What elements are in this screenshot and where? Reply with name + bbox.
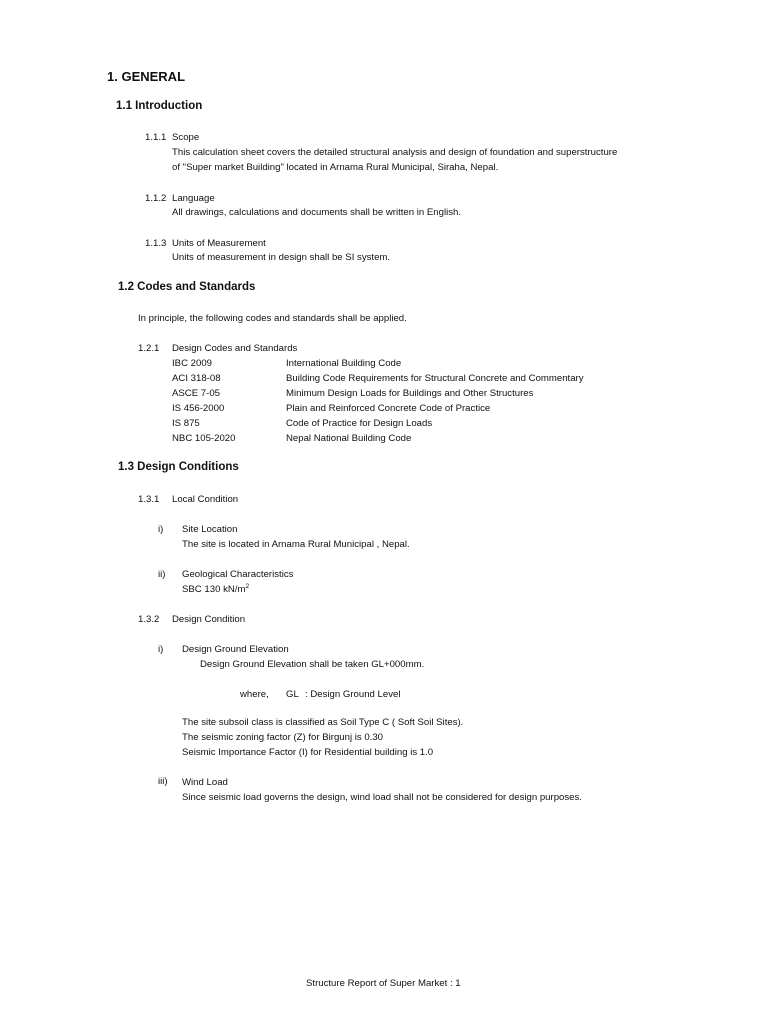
roman-marker-iii: iii) (158, 776, 168, 787)
language-text: All drawings, calculations and documents shall be written in English. (172, 207, 462, 218)
section-title-general: 1. GENERAL (107, 69, 186, 84)
sbc-value: SBC 130 kN/m (182, 584, 246, 595)
code-description: Minimum Design Loads for Buildings and Other Structures (286, 388, 534, 399)
code-description: Nepal National Building Code (286, 433, 412, 444)
code-name: IBC 2009 (172, 358, 213, 369)
item-number-design-condition: 1.3.2 (138, 614, 160, 625)
subsection-title-design-conditions: 1.3 Design Conditions (118, 461, 239, 473)
wind-load-text: Since seismic load governs the design, wind load shall not be considered for design purposes. (182, 792, 582, 803)
scope-text-line-2: of "Super market Building" located in Arnama Rural Municipal, Siraha, Nepal. (172, 162, 499, 173)
item-number-codes: 1.2.1 (138, 343, 160, 354)
ground-elevation-label: Design Ground Elevation (182, 644, 289, 655)
ground-elevation-text: Design Ground Elevation shall be taken GL+000mm. (200, 659, 425, 670)
importance-factor-note: Seismic Importance Factor (I) for Residential building is 1.0 (182, 747, 434, 758)
item-number-local-condition: 1.3.1 (138, 494, 160, 505)
gl-definition: : Design Ground Level (305, 689, 401, 700)
code-description: Plain and Reinforced Concrete Code of Practice (286, 403, 491, 414)
item-label-local-condition: Local Condition (172, 494, 239, 505)
where-label: where, (240, 689, 269, 700)
scope-text-line-1: This calculation sheet covers the detailed structural analysis and design of foundation and superstructure (172, 147, 618, 158)
soil-type-note: The site subsoil class is classified as Soil Type C ( Soft Soil Sites). (182, 717, 464, 728)
code-name: ASCE 7-05 (172, 388, 220, 399)
page-footer: Structure Report of Super Market : 1 (306, 978, 461, 989)
roman-marker-ii: ii) (158, 569, 166, 580)
units-text: Units of measurement in design shall be SI system. (172, 252, 391, 263)
subsection-title-introduction: 1.1 Introduction (116, 100, 203, 112)
item-label-scope: Scope (172, 132, 200, 143)
item-number-units: 1.1.3 (145, 238, 167, 249)
code-name: NBC 105-2020 (172, 433, 236, 444)
subsection-title-codes: 1.2 Codes and Standards (118, 281, 256, 293)
roman-marker-i: i) (158, 524, 164, 535)
site-location-label: Site Location (182, 524, 238, 535)
codes-intro: In principle, the following codes and standards shall be applied. (138, 313, 407, 324)
code-name: ACI 318-08 (172, 373, 221, 384)
code-description: Building Code Requirements for Structural Concrete and Commentary (286, 373, 584, 384)
code-description: International Building Code (286, 358, 402, 369)
geological-label: Geological Characteristics (182, 569, 294, 580)
site-location-text: The site is located in Arnama Rural Municipal , Nepal. (182, 539, 410, 550)
code-description: Code of Practice for Design Loads (286, 418, 433, 429)
seismic-zoning-note: The seismic zoning factor (Z) for Birgunj is 0.30 (182, 732, 384, 743)
code-name: IS 456-2000 (172, 403, 225, 414)
item-label-units: Units of Measurement (172, 238, 266, 249)
item-label-codes: Design Codes and Standards (172, 343, 298, 354)
item-number-language: 1.1.2 (145, 193, 167, 204)
item-number-scope: 1.1.1 (145, 132, 167, 143)
geological-text (182, 582, 249, 597)
item-label-language: Language (172, 193, 215, 204)
item-label-design-condition: Design Condition (172, 614, 246, 625)
roman-marker-i: i) (158, 644, 164, 655)
unit-superscript: 2 (245, 582, 250, 590)
code-name: IS 875 (172, 418, 200, 429)
gl-abbreviation: GL (286, 689, 299, 700)
wind-load-label: Wind Load (182, 777, 228, 788)
